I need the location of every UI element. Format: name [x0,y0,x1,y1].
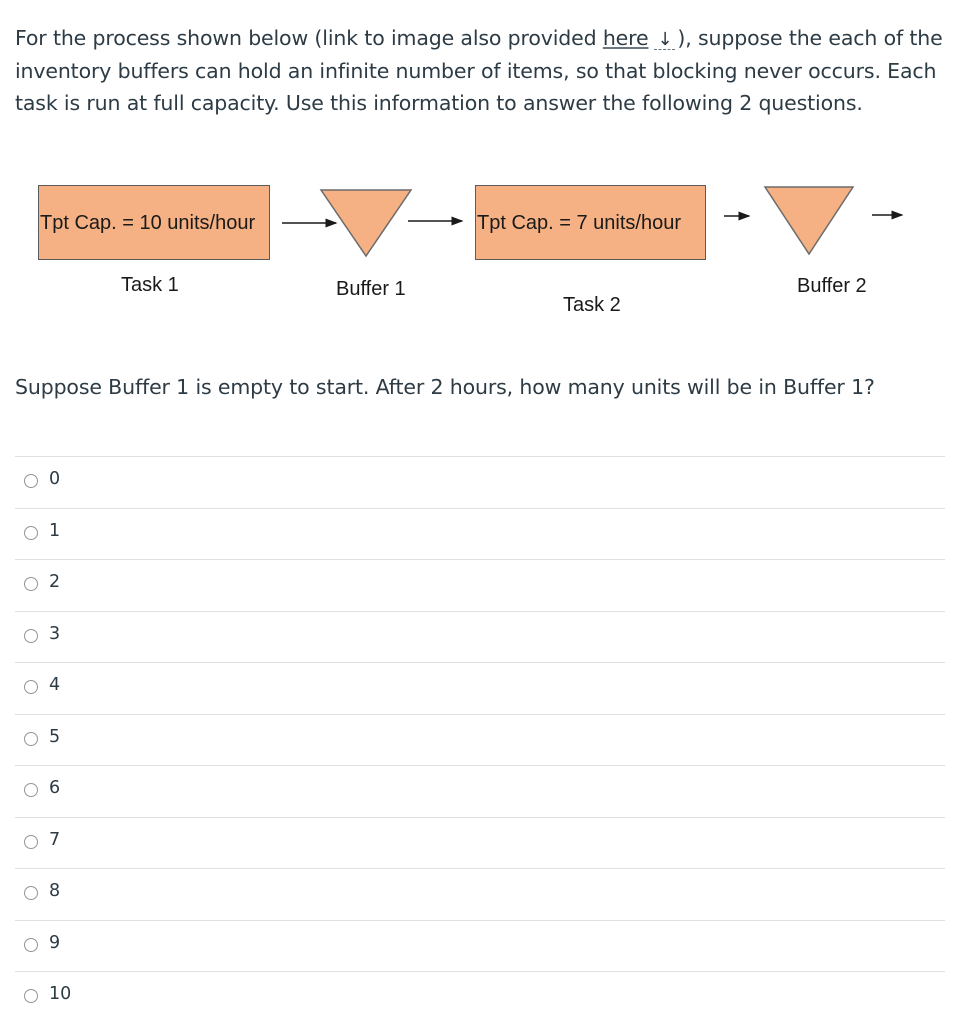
answer-option-label: 9 [49,932,61,953]
answer-options [15,456,945,1023]
question-intro [15,22,945,120]
task1-box: Tpt Cap. = 10 units/hour [38,185,270,260]
answer-option[interactable] [15,559,945,611]
answer-option-label: 3 [49,623,61,644]
radio-button[interactable] [24,783,38,797]
task2-box: Tpt Cap. = 7 units/hour [475,185,706,260]
radio-button[interactable] [24,989,38,1003]
task2-label: Task 2 [563,294,621,316]
answer-option-label: 8 [49,881,61,901]
intro-text-after: ), suppose the each of the inventory buffers can hold an infinite number of items, so that blocking never occurs. Each task is run at full capacity. Use this information to answer the following 2 questions. [15,26,943,115]
answer-option[interactable] [15,765,945,817]
buffer2-label: Buffer 2 [797,275,867,297]
radio-button[interactable] [24,526,38,540]
answer-option-label: 0 [49,469,61,489]
radio-button[interactable] [24,886,38,900]
answer-option[interactable] [15,456,945,508]
radio-button[interactable] [24,732,38,746]
radio-button[interactable] [24,629,38,643]
answer-option-label: 5 [49,726,61,747]
answer-option[interactable] [15,971,945,1023]
process-diagram [0,170,956,330]
download-icon[interactable]: ↓ [654,31,675,50]
answer-option[interactable] [15,662,945,714]
answer-option-label: 10 [49,984,72,1004]
answer-option-label: 4 [49,675,61,695]
task1-label: Task 1 [121,274,179,296]
buffer2-triangle [765,187,853,254]
radio-button[interactable] [24,938,38,952]
answer-option-label: 7 [49,829,61,850]
answer-option-label: 2 [49,572,61,592]
answer-option[interactable] [15,920,945,972]
radio-button[interactable] [24,835,38,849]
answer-option[interactable] [15,714,945,766]
answer-option-label: 6 [49,778,61,798]
intro-text-before: For the process shown below (link to image also provided [15,26,603,50]
answer-option[interactable] [15,817,945,869]
answer-option[interactable] [15,611,945,663]
image-link[interactable]: here [602,26,649,50]
radio-button[interactable] [24,680,38,694]
answer-option[interactable] [15,508,945,560]
answer-option-label: 1 [49,520,61,541]
buffer1-label: Buffer 1 [336,278,406,300]
question-text: Suppose Buffer 1 is empty to start. After 2 hours, how many units will be in Buffer 1? [15,375,875,399]
answer-option[interactable] [15,868,945,920]
radio-button[interactable] [24,474,38,488]
radio-button[interactable] [24,577,38,591]
